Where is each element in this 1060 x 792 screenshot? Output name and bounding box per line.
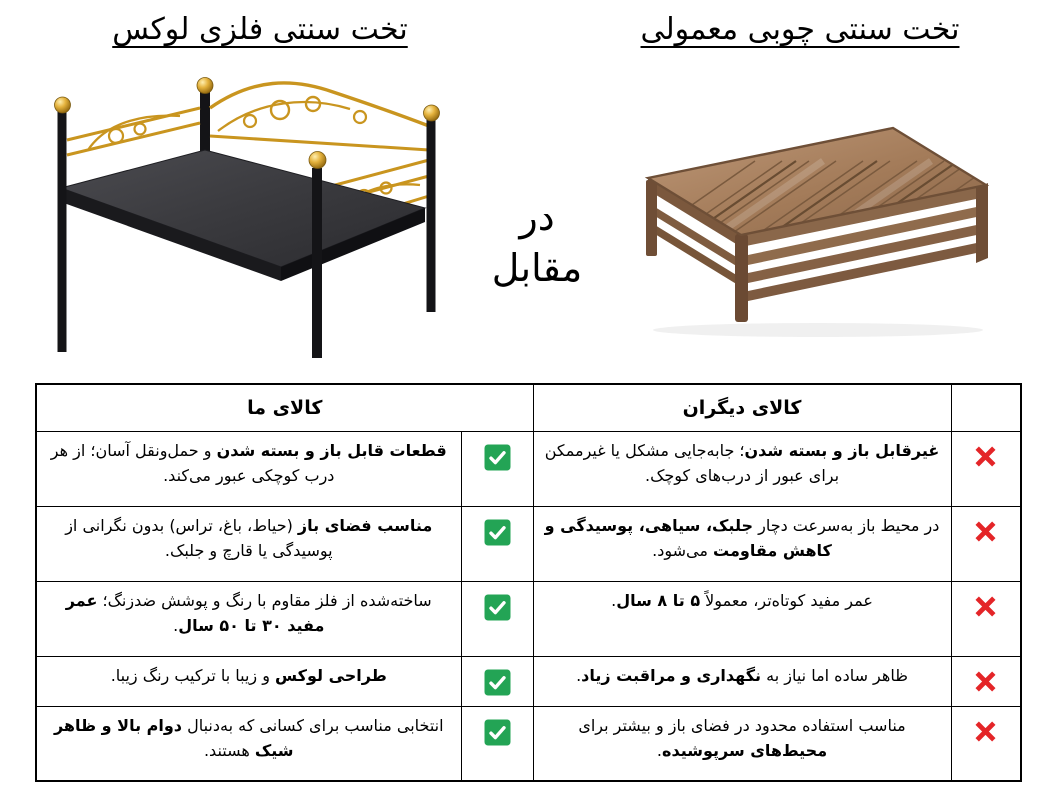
- others-description-cell: عمر مفید کوتاه‌تر، معمولاً ۵ تا ۸ سال.: [533, 581, 951, 656]
- others-description-cell: ظاهر ساده اما نیاز به نگهداری و مراقبت زیاد.: [533, 656, 951, 706]
- ours-column-header: کالای ما: [36, 384, 533, 431]
- check-cell: [461, 656, 533, 706]
- wooden-bed-title: تخت سنتی چوبی معمولی: [640, 12, 960, 47]
- comparison-table: [35, 383, 1022, 782]
- versus-label: [462, 192, 612, 294]
- table-row: [36, 656, 1021, 706]
- ours-description-cell: مناسب فضای باز (حیاط، باغ، تراس) بدون نگرانی از پوسیدگی یا قارچ و جلبک.: [36, 506, 461, 581]
- x-cell: [951, 506, 1021, 581]
- check-cell: [461, 581, 533, 656]
- check-cell: [461, 431, 533, 506]
- check-icon: [484, 731, 511, 750]
- versus-line-1: در: [519, 195, 555, 239]
- check-cell: [461, 706, 533, 781]
- ours-description-cell: قطعات قابل باز و بسته شدن و حمل‌ونقل آسان؛ از هر درب کوچکی عبور می‌کند.: [36, 431, 461, 506]
- versus-line-2: مقابل: [491, 245, 583, 290]
- table-row: [36, 581, 1021, 656]
- x-icon: [973, 454, 998, 473]
- check-icon: [484, 456, 511, 475]
- metal-bed-image: [28, 76, 462, 372]
- x-cell: [951, 431, 1021, 506]
- others-description-cell: در محیط باز به‌سرعت دچار جلبک، سیاهی، پوسیدگی و کاهش مقاومت می‌شود.: [533, 506, 951, 581]
- table-row: [36, 506, 1021, 581]
- metal-bed-title: تخت سنتی فلزی لوکس: [112, 12, 408, 47]
- x-cell: [951, 581, 1021, 656]
- check-icon: [484, 681, 511, 700]
- ours-description-cell: ساخته‌شده از فلز مقاوم با رنگ و پوشش ضدزنگ؛ عمر مفید ۳۰ تا ۵۰ سال.: [36, 581, 461, 656]
- others-description-cell: مناسب استفاده محدود در فضای باز و بیشتر برای محیط‌های سرپوشیده.: [533, 706, 951, 781]
- table-header-row: [36, 384, 1021, 431]
- check-cell: [461, 506, 533, 581]
- x-icon: [973, 679, 998, 698]
- check-icon: [484, 606, 511, 625]
- comparison-table-body: [36, 431, 1021, 781]
- others-description-cell: غیرقابل باز و بسته شدن؛ جابه‌جایی مشکل یا غیرممکن برای عبور از درب‌های کوچک.: [533, 431, 951, 506]
- wooden-bed-image: [598, 116, 1042, 352]
- others-column-header: کالای دیگران: [533, 384, 951, 431]
- x-cell: [951, 656, 1021, 706]
- ours-description-cell: طراحی لوکس و زیبا با ترکیب رنگ زیبا.: [36, 656, 461, 706]
- table-row: [36, 431, 1021, 506]
- x-icon: [973, 604, 998, 623]
- x-icon: [973, 529, 998, 548]
- x-icon: [973, 729, 998, 748]
- table-row: [36, 706, 1021, 781]
- check-icon: [484, 531, 511, 550]
- x-column-header: [951, 384, 1021, 431]
- ours-description-cell: انتخابی مناسب برای کسانی که به‌دنبال دوام بالا و ظاهر شیک هستند.: [36, 706, 461, 781]
- x-cell: [951, 706, 1021, 781]
